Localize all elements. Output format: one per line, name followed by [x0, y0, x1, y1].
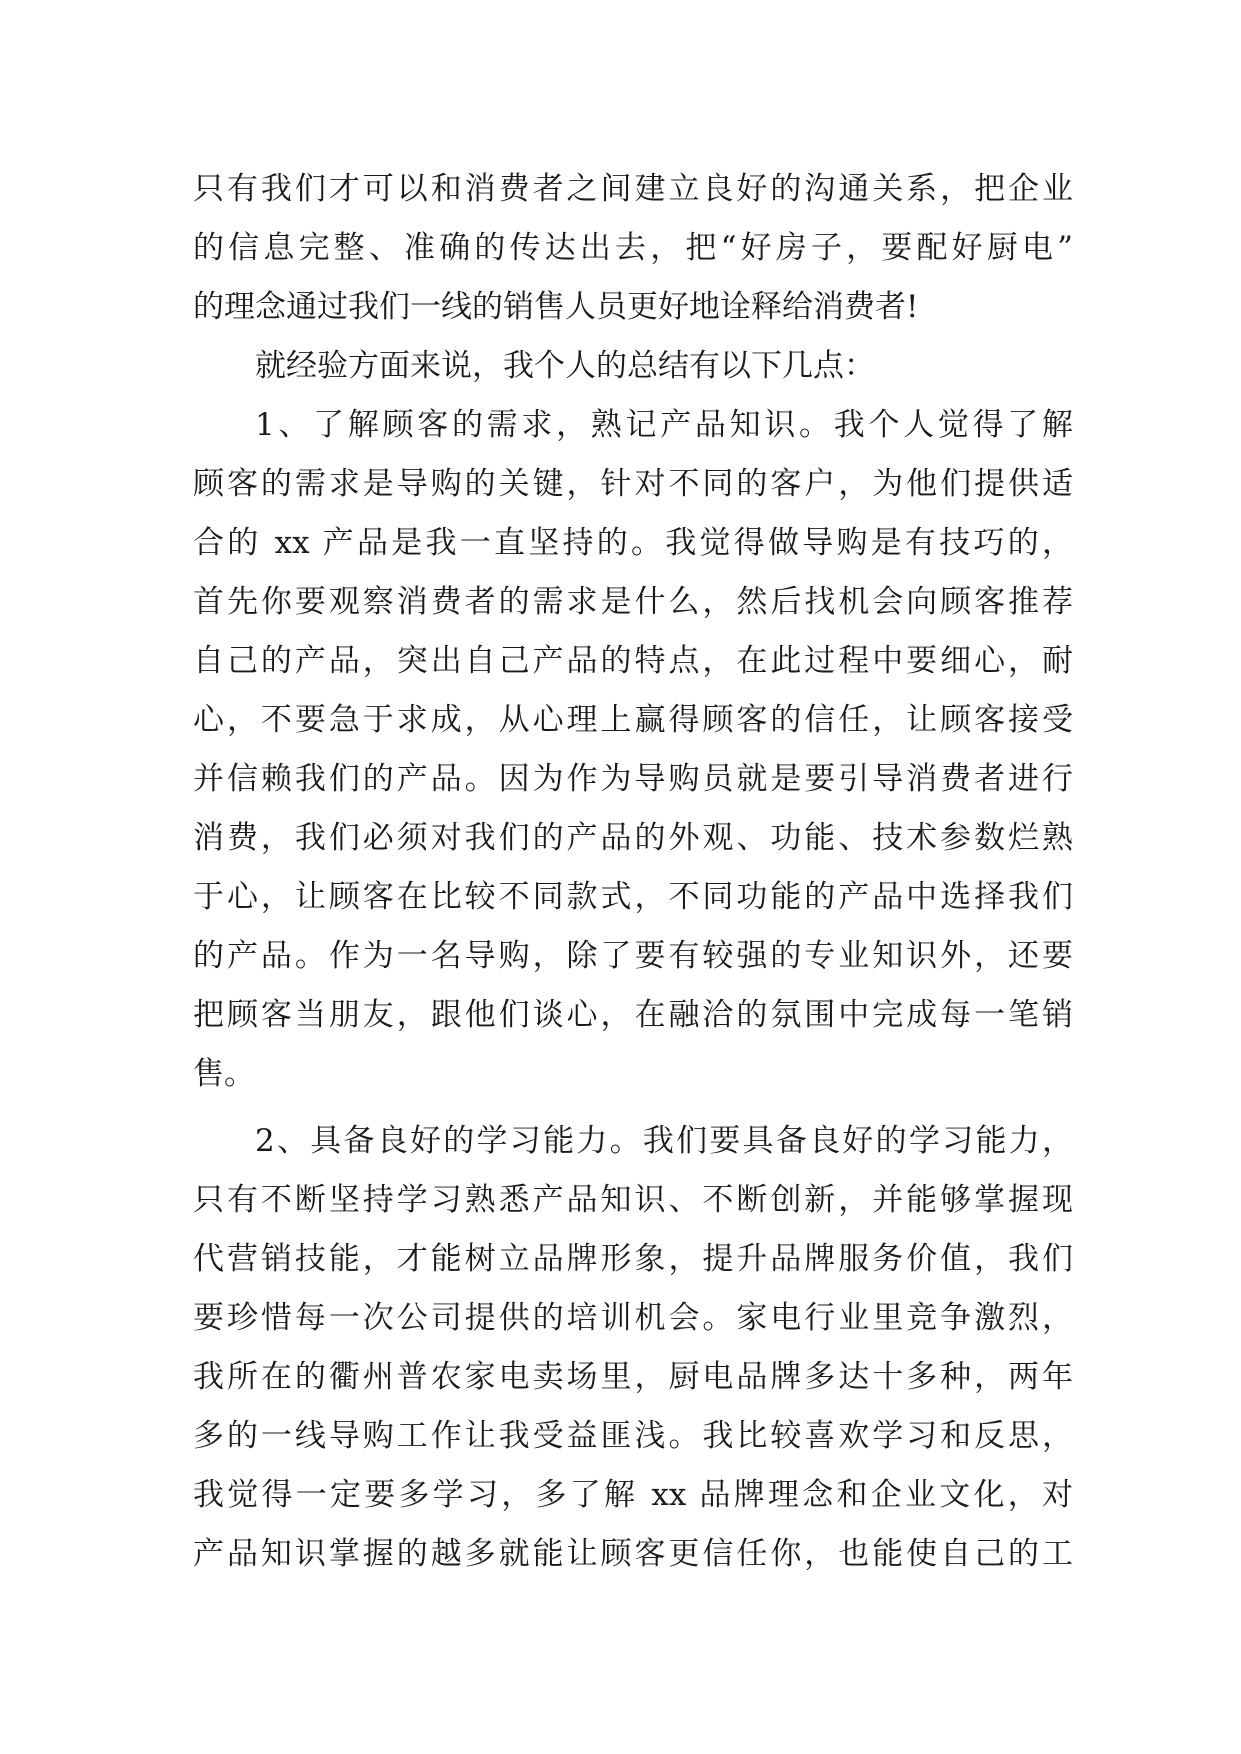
list-item-1-heading: 1、了解顾客的需求，熟记产品知识。我个人觉得了解	[255, 407, 1073, 443]
text-line: 消费，我们必须对我们的产品的外观、功能、技术参数烂熟	[193, 820, 1073, 856]
paragraph-intro: 就经验方面来说，我个人的总结有以下几点：	[255, 348, 875, 384]
text-line: 首先你要观察消费者的需求是什么，然后找机会向顾客推荐	[193, 584, 1073, 620]
text-line: 我觉得一定要多学习，多了解 xx 品牌理念和企业文化，对	[193, 1477, 1073, 1513]
text-line: 把顾客当朋友，跟他们谈心，在融洽的氛围中完成每一笔销	[193, 997, 1073, 1033]
paragraph-gap	[193, 1104, 1073, 1112]
text-line: 我所在的衢州普农家电卖场里，厨电品牌多达十多种，两年	[193, 1359, 1073, 1395]
list-item-2-heading: 2、具备良好的学习能力。我们要具备良好的学习能力，	[255, 1123, 1073, 1159]
text-line: 只有不断坚持学习熟悉产品知识、不断创新，并能够掌握现	[193, 1182, 1073, 1218]
text-line: 代营销技能，才能树立品牌形象，提升品牌服务价值，我们	[193, 1241, 1073, 1277]
text-line: 合的 xx 产品是我一直坚持的。我觉得做导购是有技巧的，	[193, 525, 1073, 561]
text-line: 并信赖我们的产品。因为作为导购员就是要引导消费者进行	[193, 761, 1073, 797]
text-line: 的理念通过我们一线的销售人员更好地诠释给消费者!	[193, 289, 919, 325]
text-line: 自己的产品，突出自己产品的特点，在此过程中要细心，耐	[193, 643, 1073, 679]
text-line: 于心，让顾客在比较不同款式，不同功能的产品中选择我们	[193, 879, 1073, 915]
text-line: 要珍惜每一次公司提供的培训机会。家电行业里竞争激烈，	[193, 1300, 1073, 1336]
text-line: 多的一线导购工作让我受益匪浅。我比较喜欢学习和反思，	[193, 1418, 1073, 1454]
document-body	[193, 160, 1073, 1584]
text-line: 产品知识掌握的越多就能让顾客更信任你，也能使自己的工	[193, 1536, 1073, 1572]
text-line: 只有我们才可以和消费者之间建立良好的沟通关系，把企业	[193, 171, 1073, 207]
text-line: 的产品。作为一名导购，除了要有较强的专业知识外，还要	[193, 938, 1073, 974]
text-line: 售。	[193, 1056, 255, 1092]
text-line: 顾客的需求是导购的关键，针对不同的客户，为他们提供适	[193, 466, 1073, 502]
text-line: 心，不要急于求成，从心理上赢得顾客的信任，让顾客接受	[193, 702, 1073, 738]
text-line: 的信息完整、准确的传达出去，把“好房子，要配好厨电”	[193, 230, 1073, 266]
